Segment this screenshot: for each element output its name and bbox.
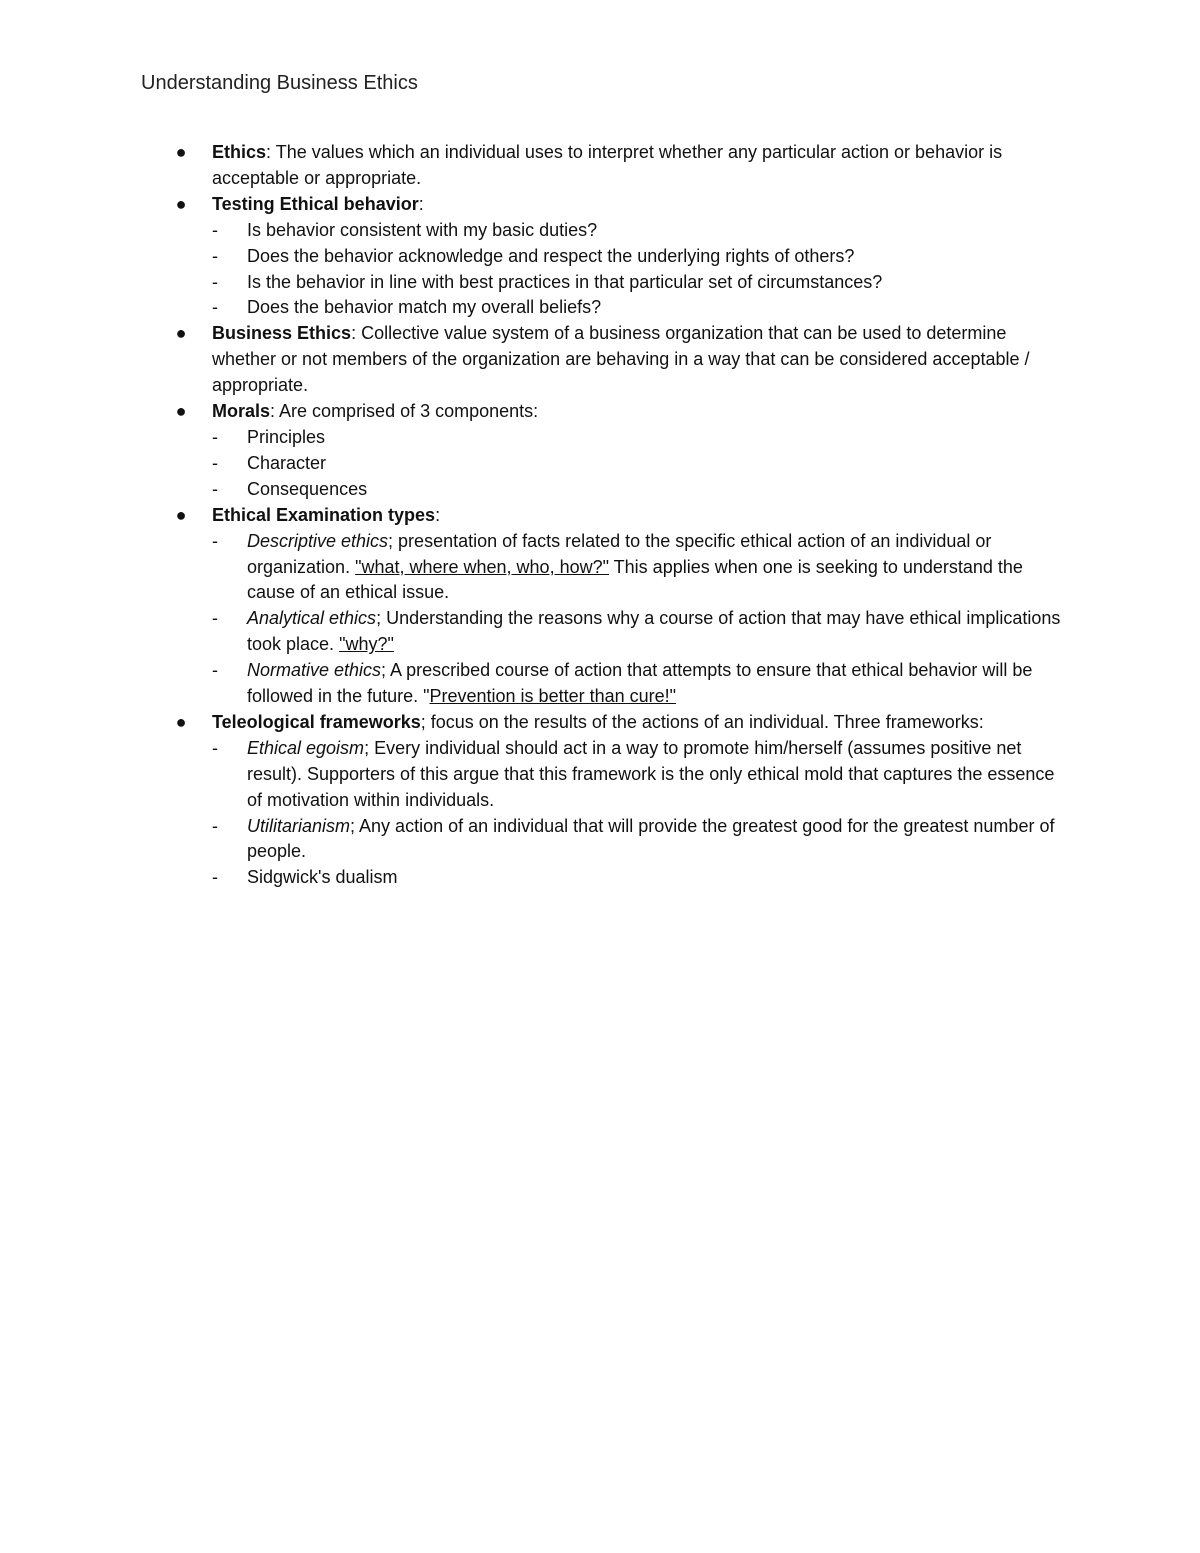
sub-item-ethical-egoism bbox=[212, 736, 1072, 814]
sub-item bbox=[212, 244, 1072, 270]
definition-descriptive-ethics: ; presentation of facts related to the specific ethical action of an individual or organization. bbox=[247, 530, 992, 577]
term-descriptive-ethics: Descriptive ethics bbox=[247, 530, 389, 551]
sub-item bbox=[212, 218, 1072, 244]
dash-icon: - bbox=[212, 426, 218, 447]
dash-icon: - bbox=[212, 815, 218, 836]
list-item-morals bbox=[175, 399, 1072, 425]
sub-item-utilitarianism bbox=[212, 814, 1072, 866]
definition-ethical-examination-types: : bbox=[435, 504, 441, 525]
document-body bbox=[175, 140, 1072, 891]
list-item-ethics bbox=[175, 140, 1072, 192]
term-business-ethics: Business Ethics bbox=[212, 323, 352, 344]
list-item-testing-ethical-behavior bbox=[175, 192, 1072, 218]
sub-item-text: Is behavior consistent with my basic duties? bbox=[247, 219, 598, 240]
bullet-icon: ● bbox=[175, 504, 187, 525]
sub-item-text: Character bbox=[247, 452, 327, 473]
dash-icon: - bbox=[212, 737, 218, 758]
sub-item bbox=[212, 425, 1072, 451]
dash-icon: - bbox=[212, 530, 218, 551]
definition-analytical-ethics: ; Understanding the reasons why a course of action that may have ethical implications took place. bbox=[247, 608, 1061, 655]
term-analytical-ethics: Analytical ethics bbox=[247, 608, 377, 629]
definition-ethical-egoism: ; Every individual should act in a way to promote him/herself (assumes positive net result). Supporters of this argue that this framework is the only ethical mold that captures the essence of motivation within individuals. bbox=[247, 737, 1055, 810]
dash-icon: - bbox=[212, 478, 218, 499]
document-title: Understanding Business Ethics bbox=[141, 72, 418, 94]
term-ethical-egoism: Ethical egoism bbox=[247, 737, 365, 758]
term-utilitarianism: Utilitarianism bbox=[247, 815, 351, 836]
bullet-icon: ● bbox=[175, 711, 187, 732]
definition-business-ethics: : Collective value system of a business organization that can be used to determine whether or not members of the organization are behaving in a way that can be considered acceptable / appropriate. bbox=[212, 323, 1030, 396]
definition-testing-ethical-behavior: : bbox=[418, 193, 424, 214]
sub-item bbox=[212, 451, 1072, 477]
list-item-teleological-frameworks bbox=[175, 710, 1072, 736]
dash-icon: - bbox=[212, 219, 218, 240]
underlined-phrase: "why?" bbox=[339, 634, 394, 655]
bullet-icon: ● bbox=[175, 142, 187, 162]
term-testing-ethical-behavior: Testing Ethical behavior bbox=[212, 193, 419, 214]
underlined-phrase: Prevention is better than cure!" bbox=[429, 686, 677, 707]
sub-item-text: Principles bbox=[247, 426, 326, 447]
dash-icon: - bbox=[212, 867, 218, 888]
sub-item-normative-ethics bbox=[212, 658, 1072, 710]
dash-icon: - bbox=[212, 297, 218, 318]
bullet-icon: ● bbox=[175, 401, 187, 422]
dash-icon: - bbox=[212, 245, 218, 266]
sub-item-text: Does the behavior match my overall beliefs? bbox=[247, 297, 602, 318]
dash-icon: - bbox=[212, 271, 218, 292]
definition-ethics: : The values which an individual uses to interpret whether any particular action or behavior is acceptable or appropriate. bbox=[212, 142, 1003, 188]
bullet-icon: ● bbox=[175, 193, 187, 214]
sub-item-sidgwicks-dualism bbox=[212, 865, 1072, 891]
term-normative-ethics: Normative ethics bbox=[247, 660, 382, 681]
bullet-icon: ● bbox=[175, 323, 187, 344]
definition-teleological-frameworks: ; focus on the results of the actions of an individual. Three frameworks: bbox=[420, 711, 984, 732]
sub-item bbox=[212, 295, 1072, 321]
dash-icon: - bbox=[212, 452, 218, 473]
sub-item-text: Is the behavior in line with best practices in that particular set of circumstances? bbox=[247, 271, 883, 292]
dash-icon: - bbox=[212, 608, 218, 629]
sub-item bbox=[212, 270, 1072, 296]
list-item-business-ethics bbox=[175, 321, 1072, 399]
list-item-ethical-examination-types bbox=[175, 503, 1072, 529]
definition-normative-ethics: ; A prescribed course of action that attempts to ensure that ethical behavior will be followed in the future. " bbox=[247, 660, 1033, 707]
sub-item-text: Sidgwick's dualism bbox=[247, 867, 398, 888]
definition-descriptive-ethics-tail: This applies when one is seeking to understand the cause of an ethical issue. bbox=[247, 556, 1023, 603]
dash-icon: - bbox=[212, 660, 218, 681]
sub-item-descriptive-ethics bbox=[212, 529, 1072, 607]
term-ethical-examination-types: Ethical Examination types bbox=[212, 504, 436, 525]
term-morals: Morals bbox=[212, 401, 271, 422]
sub-item bbox=[212, 477, 1072, 503]
term-ethics: Ethics bbox=[212, 142, 267, 162]
definition-utilitarianism: ; Any action of an individual that will provide the greatest good for the greatest number of people. bbox=[247, 815, 1055, 862]
sub-item-text: Consequences bbox=[247, 478, 368, 499]
definition-morals: : Are comprised of 3 components: bbox=[270, 401, 539, 422]
underlined-phrase: "what, where when, who, how?" bbox=[355, 556, 609, 577]
term-teleological-frameworks: Teleological frameworks bbox=[212, 711, 421, 732]
sub-item-text: Does the behavior acknowledge and respect the underlying rights of others? bbox=[247, 245, 855, 266]
sub-item-analytical-ethics bbox=[212, 606, 1072, 658]
